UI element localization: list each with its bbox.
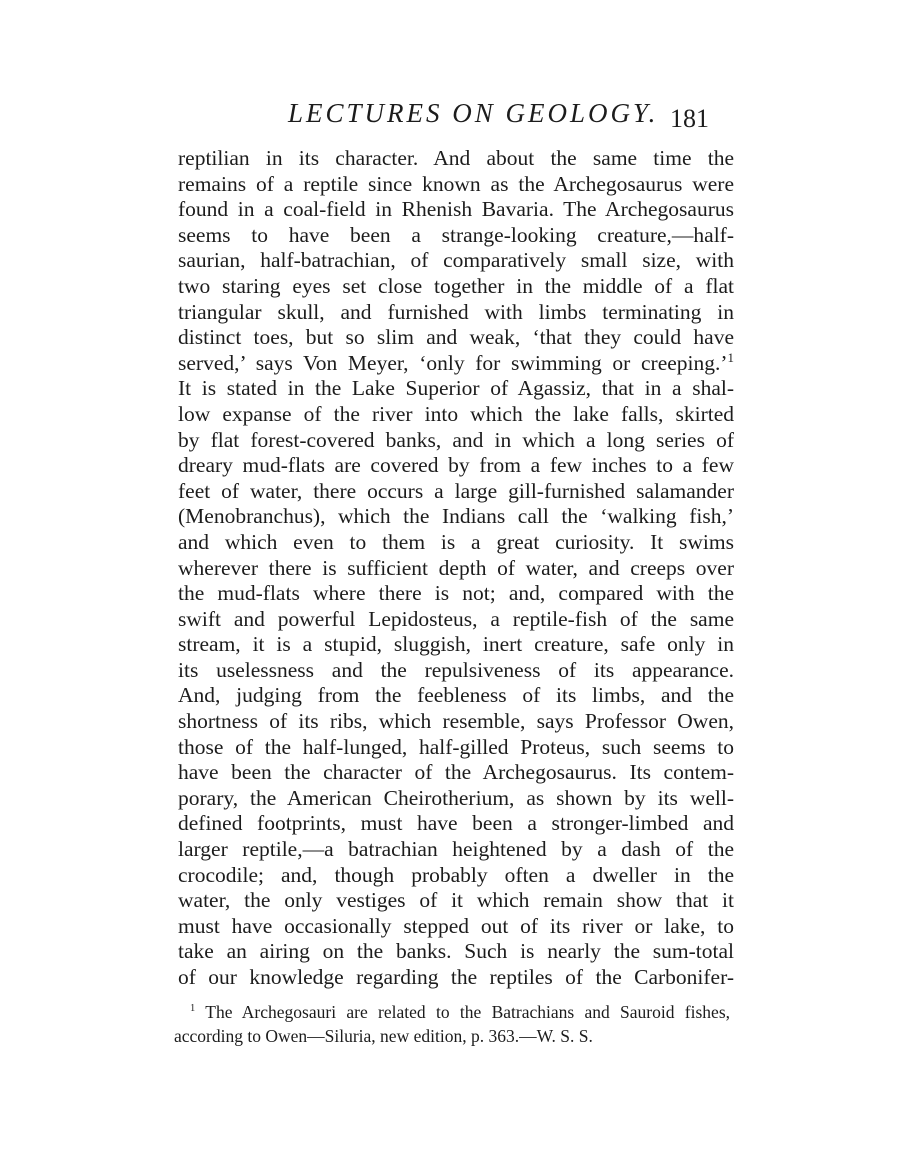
running-head: LECTURES ON GEOLOGY. — [288, 98, 659, 128]
text-line: stream, it is a stupid, sluggish, inert creature, safe only in — [178, 632, 734, 657]
text-line: reptilian in its character. And about the same time the — [178, 146, 734, 170]
text-line: shortness of its ribs, which resemble, says Professor Owen, — [178, 709, 734, 734]
footnote-reference: 1 — [727, 350, 734, 365]
text-line: crocodile; and, though probably often a dweller in the — [178, 862, 734, 887]
text-line: water, the only vestiges of it which remain show that it — [178, 888, 734, 913]
text-line: distinct toes, but so slim and weak, ‘that they could have — [178, 325, 734, 350]
text-line: by flat forest-covered banks, and in which a long series of — [178, 427, 734, 452]
text-line: (Menobranchus), which the Indians call the ‘walking fish,’ — [178, 504, 734, 529]
text-line: porary, the American Cheirotherium, as shown by its well- — [178, 785, 734, 810]
text-line: feet of water, there occurs a large gill-furnished salamander — [178, 478, 734, 503]
text-line: remains of a reptile since known as the Archegosaurus were — [178, 171, 734, 196]
text-line: its uselessness and the repulsiveness of its appearance. — [178, 657, 734, 682]
page-number: 181 — [670, 104, 709, 133]
text-line: the mud-flats where there is not; and, compared with the — [178, 581, 734, 606]
text-line: seems to have been a strange-looking creature,—half- — [178, 222, 734, 247]
text-line: It is stated in the Lake Superior of Agassiz, that in a shal- — [178, 376, 734, 401]
footnote-line — [174, 1000, 730, 1024]
text-line: must have occasionally stepped out of its river or lake, to — [178, 913, 734, 938]
body-text — [178, 146, 734, 991]
text-line: served,’ says Von Meyer, ‘only for swimming or creeping.’ — [178, 350, 728, 375]
text-line: found in a coal-field in Rhenish Bavaria. The Archegosaurus — [178, 197, 734, 222]
text-line: of our knowledge regarding the reptiles of the Carbonifer- — [178, 965, 734, 989]
text-line: low expanse of the river into which the lake falls, skirted — [178, 401, 734, 426]
text-line: and which even to them is a great curiosity. It swims — [178, 529, 734, 554]
text-line: take an airing on the banks. Such is nearly the sum-total — [178, 939, 734, 964]
text-line: saurian, half-batrachian, of comparatively small size, with — [178, 248, 734, 273]
text-line: And, judging from the feebleness of its limbs, and the — [178, 683, 734, 708]
text-line: wherever there is sufficient depth of water, and creeps over — [178, 555, 734, 580]
text-line: defined footprints, must have been a stronger-limbed and — [178, 811, 734, 836]
text-line-with-footnote-ref — [178, 351, 734, 377]
text-line: those of the half-lunged, half-gilled Proteus, such seems to — [178, 734, 734, 759]
text-line: dreary mud-flats are covered by from a few inches to a few — [178, 453, 734, 478]
footnote-line: according to Owen—Siluria, new edition, p. 363.—W. S. S. — [174, 1026, 593, 1046]
text-line: have been the character of the Archegosaurus. Its contem- — [178, 760, 734, 785]
text-line: swift and powerful Lepidosteus, a reptile-fish of the same — [178, 606, 734, 631]
text-line: two staring eyes set close together in the middle of a flat — [178, 273, 734, 298]
text-line: larger reptile,—a batrachian heightened by a dash of the — [178, 837, 734, 862]
text-line: triangular skull, and furnished with limbs terminating in — [178, 299, 734, 324]
footnote-marker: 1 — [190, 1003, 196, 1015]
footnote-text: The Archegosauri are related to the Batrachians and Sauroid fishes, — [205, 1002, 730, 1022]
footnote — [174, 1000, 730, 1048]
